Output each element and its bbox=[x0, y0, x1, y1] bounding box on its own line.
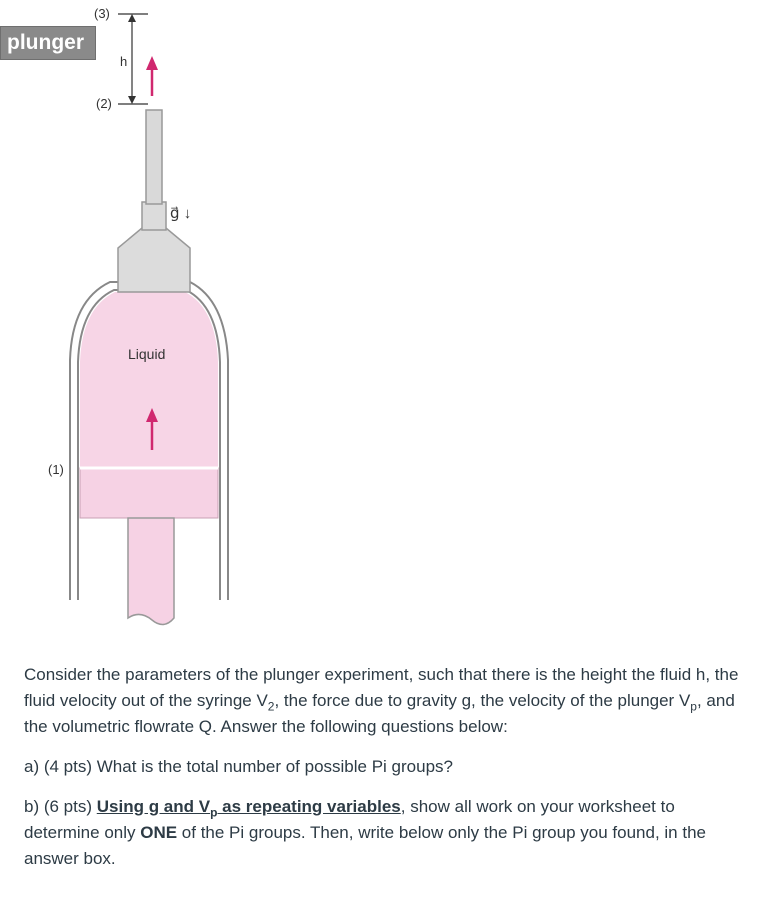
nozzle-tube bbox=[146, 110, 162, 204]
question-text bbox=[24, 662, 754, 886]
nozzle-base bbox=[142, 202, 166, 230]
intro-sub-p: p bbox=[690, 699, 697, 714]
label-gravity: g⃗ ↓ bbox=[170, 205, 192, 222]
label-liquid: Liquid bbox=[128, 346, 166, 362]
part-b-rest: , show all work on your worksheet to determine only ONE of the Pi groups. Then, write below only the Pi group you found, in the answer box. bbox=[24, 797, 706, 868]
intro-part-3: , and the volumetric flowrate Q. Answer the following questions below: bbox=[24, 691, 735, 736]
part-b-underlined-sub: p bbox=[210, 805, 218, 820]
part-b-underlined-1: Using g and V bbox=[96, 797, 211, 816]
label-point-1: (1) bbox=[48, 462, 64, 477]
part-b-repeating-vars bbox=[96, 797, 401, 820]
liquid-body bbox=[80, 292, 218, 468]
label-point-2: (2) bbox=[96, 96, 112, 111]
label-point-3: (3) bbox=[94, 6, 110, 21]
part-b-underlined-2: as repeating variables bbox=[217, 797, 401, 816]
part-b-prefix: b) (6 pts) bbox=[24, 797, 97, 816]
emphasis-one: ONE bbox=[140, 823, 178, 842]
plunger-rod bbox=[128, 518, 174, 625]
question-part-a: a) (4 pts) What is the total number of possible Pi groups? bbox=[24, 757, 453, 776]
label-height: h bbox=[120, 54, 128, 69]
intro-part-1: Consider the parameters of the plunger experiment, such that there is the height the fluid h, the fluid velocity out of the syringe V bbox=[24, 665, 739, 710]
plunger-tag: plunger bbox=[0, 26, 96, 60]
intro-sub-2: 2 bbox=[267, 699, 275, 714]
question-part-b bbox=[24, 794, 754, 872]
question-intro bbox=[24, 662, 754, 740]
jet-velocity-arrow bbox=[146, 56, 158, 96]
intro-part-2: , the force due to gravity g, the velocity of the plunger V bbox=[274, 691, 691, 710]
syringe-cap bbox=[118, 228, 190, 292]
plunger-disk bbox=[80, 468, 218, 518]
